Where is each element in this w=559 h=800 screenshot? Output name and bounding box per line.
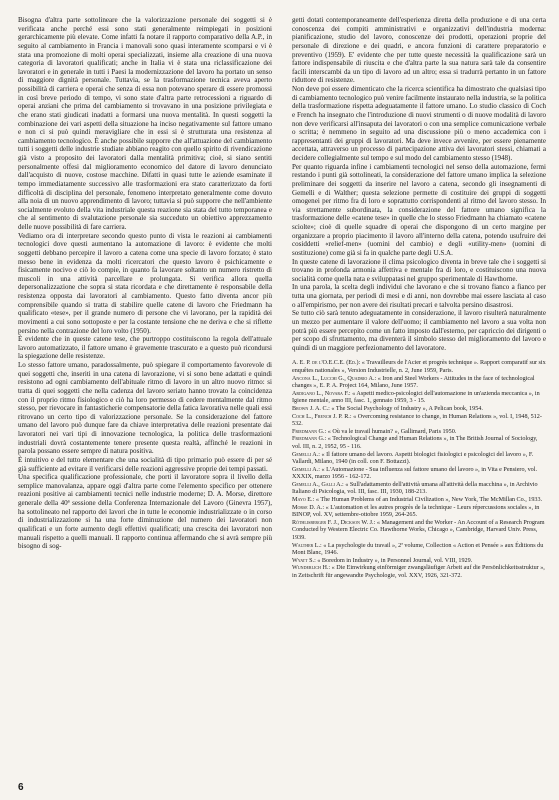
reference-item [292,520,546,543]
right-column [292,16,546,776]
reference-item [292,391,546,406]
reference-text: : « La psychologie du travail », 2ª volume, Collection « Action et Pensée » aux Éditions du Mont Blanc, 1946. [292,542,544,557]
reference-author: Röthlisberger F. J., Dickson W. J. [292,519,374,526]
reference-author: Gemelli A. [292,466,319,473]
reference-text: : « Overcoming resistance to change, in Human Relations », vol. I, 1948, 512-532. [292,413,542,428]
reference-author: Gemelli A. [292,451,319,458]
body-paragraph: Lo stesso fattore umano, paradossalmente, può spiegare il comportamento favorevole di quei soggetti che, inseriti in una catena di lavorazione, vi si sono bene adattati e quindi resistono ad ogni cambiamento dell'abituale ritmo di lavoro in un altro nuovo ritmo: si tratta di quei soggetti che nella cadenza del lavoro seriato hanno trovato la coincidenza con il proprio ritmo fisiologico e ciò ha loro permesso di cedere mentalmente dal ritmo stesso, per rievocare in fantasticherie compensatorie della fatica lavorativa nelle quali essi ritrovano un certo tipo di valorizzazione personale. Se la considerazione del fattore umano del lavoro può dunque fare da chiave interpretativa delle reazioni presentate dai lavoratori nei vari tipi di innovazione tecnologica, la politica delle trasformazioni industriali dovrà costantemente tenere presente questa realtà, affinché le reazioni in parola possano essere sempre di natura positiva. [18,361,272,456]
reference-author: Walther L. [292,542,321,549]
body-paragraph: Vediamo ora di interpretare secondo questo punto di vista le reazioni ai cambiamenti tecnologici dove questi aumentano la automazione di lavoro: è evidente che molti soggetti debbano percepire il lavoro a catena come una specie di lavoro forzato; è stato messo bene in evidenza da molti ricercatori che questo lavoro è psichicamente e fisicamente nocivo e ciò lo compie, in quanto fa lavorare soltanto un numero ristretto di muscoli in una attività parcellare e prolungata. Si verifica allora quella depersonalizzazione che sopra si stata ricordata e che direttamente è responsabile della resistenza opposta dai lavoratori al cambiamento. Questo fatto diventa ancor più comprensibile quando si tratta di stabilire quelle catene di lavoro che Friedmann ha qualificato «tese», per il grande numero di persone che vi lavorano, per la rapidità dei movimenti a cui sono sottoposte e per la costante tensione che ne deriva e che si riflette persino nella contrazione del loro volto (1950). [18,231,272,335]
reference-item [292,406,546,414]
body-paragraph: getti dotati contemporaneamente dell'esperienza diretta della produzione e di una certa conoscenza dei compiti amministrativi e organizzativi dell'industria moderna: pianificazione, studio del lavoro, conoscenze dei prodotti, operazioni proprie del personale di direzione e dei quadri, e ancora funzioni di carattere preparatorio e preventivo (1959). E' evidente che per tutte queste necessità la qualificazione sarà un fattore indispensabile di riuscita e che d'altra parte la sua natura sarà tale da consentire facili interscambi da un tipo di lavoro ad un altro; essa si tradurrà pertanto in un fattore riduttore di resistenze. [292,16,546,85]
reference-item [292,543,546,558]
body-paragraph: È evidente che in queste catene tese, che purtroppo costituiscono la regola dell'attuale lavoro automatizzato, il fattore umano è gravemente trascurato e a questo può ricondursi la spiegazione delle resistenze. [18,335,272,361]
reference-text: : « L'Automazione - Sua influenza sul fattore umano del lavoro », in Vita e Pensiero, vol. XXXIX, marzo 1956 - 162-172. [292,466,537,481]
reference-author: Wyatt S. [292,557,315,564]
reference-author: Wunderlich H. [292,565,329,572]
reference-item [292,482,546,497]
reference-text: : « The Social Psychology of Industry », A Pelican book, 1954. [328,405,483,412]
reference-author: Ancona L., Lucchi G., Quadrio A. [292,375,375,382]
reference-item [292,505,546,520]
reference-author: Ardigano L., Novara F. [292,390,349,397]
reference-text: : « Iron and Steel Workers - Attitudes in the face of technological changes », E. P. A. Project 164, Milano, June 1957. [292,375,535,390]
body-paragraph: Per quanto riguarda infine i cambiamenti tecnologici nel senso della automazione, fermi restando i punti già sottolineati, la considerazione del fattore umano implica la selezione preliminare dei soggetti da inserire nel lavoro a catena, secondo gli insegnamenti di Gemelli e di Walther; questa selezione permette di costituire dei gruppi di soggetti omogenei per ritmo fra di loro e soprattutto corrispondenti al ritmo del lavoro stesso. In via strettamente subordinata, la considerazione del fattore umano significa la trasformazione delle «catene tese» in quelle che lo stesso Friedmann ha chiamato «catene sciolte»; cioè di quelle squadre di operai che dispongono di un certo margine per organizzare a proprio piacimento il lavoro all'interno della catena, potendo usufruire dei cosiddetti «relief-men» (uomini del cambio) e degli «utility-men» (uomini di sostituzione) come già si fa in qualche parte degli U.S.A. [292,162,546,257]
reference-text: : « Aspetti medico-psicologici dell'automazione in un'azienda meccanica », in Igiene mentale, anno III, fasc. 1, gennaio 1959, 3 - 15. [292,390,540,405]
reference-author: Brown J. A. C. [292,405,329,412]
body-paragraph: Bisogna d'altra parte sottolineare che la valorizzazione personale dei soggetti si è verificata anche perché essi sono stati generalmente reimpiegati in posizioni gerarchicamente più elevate. Come infatti fa notare il rapporto comparativo della A.P., in seguito al cambiamento in Francia i manovali sono quasi interamente scomparsi e vi è stata una promozione di molti operai specializzati, insieme alla creazione di una nuova categoria di lavoratori qualificati; anche in Italia vi è stata una riclassificazione dei lavoratori e in generale in tutti i Paesi la modernizzazione del lavoro ha portato un senso di maggiore dignità personale. Tuttavia, se la trasformazione tecnica aveva aperto possibilità di carriera e operai che senza di essa non potevano sperare di essere promossi in così breve periodo di tempo, vi sono state d'altra parte retrocessioni a riguardo di operai anziani che prima del cambiamento si trovavano in una posizione privilegiata e che erano stati giudicati inadatti a formarsi una nuova mentalità. In questi soggetti la combinazione dei vari aspetti della situazione ha inciso negativamente sul fattore umano e non ci si può quindi meravigliare che in essi si è strutturata una resistenza al cambiamento tecnologico. È anche possibile supporre che all'attuazione del cambiamento tutti i soggetti delle industrie studiate abbiano reagito con quello spirito di rivendicazione già visto a proposito dei lavoratori dalla mentalità primitiva; cioè, si siano sentiti personalmente offesi dal miglioramento economico del datore di lavoro denunciato dall'acquisto di nuove, costose macchine. Difatti in quasi tutte le aziende esaminate il tempo immediatamente successivo alle trasformazioni era stato caratterizzato da forti difficoltà di disciplina del personale, fenomeno interpretato generalmente come dovuto alla noia di un nuovo apprendimento di lavoro; tuttavia si può supporre che nell'ambiente socialmente evoluto della vita industriale questa reazione sia stata del tutto temporanea e che al sentimento di svalutazione personale sia succeduto un obiettivo apprezzamento delle nuove possibilità di fare carriera. [18,16,272,231]
body-paragraph: Se tutto ciò sarà tenuto adeguatamente in considerazione, il lavoro risulterà naturalmente un mezzo per aumentare il valore dell'uomo; il cambiamento nel lavoro a sua volta non potrà più essere percepito come un fatto imposto dall'esterno, per capriccio dei dirigenti o per scopo di sfruttamento, ma diventerà il simbolo stesso del miglioramento del lavoro e quindi di un maggiore perfezionamento del lavoratore. [292,309,546,352]
reference-author: Mayo E. [292,497,313,504]
reference-text: : « L'automation et les autres progrès de la technique - Leurs répercussions sociales », in BINOP, vol. XV, settembre-ottobre 1959, 264-265. [292,504,540,519]
reference-author: Morse D. A. [292,504,323,511]
reference-item [292,376,546,391]
reference-item [292,414,546,429]
reference-item [292,497,546,505]
reference-item [292,360,546,375]
reference-text: : « Où va le travail humain? », Gallimard, Paris 1950. [324,428,457,435]
reference-text: : « Management and the Worker - An Account of a Research Program Conducted by Western Electric Co. Hawthorne Works, Chicago », Cambridge, Harvard Univ. Press, 1939. [292,519,545,542]
reference-item [292,467,546,482]
reference-author: Gemelli A., Galli A. [292,481,343,488]
reference-text: : « Il fattore umano del lavoro. Aspetti biologici fisiologici e psicologici del lavoro », F. Vallardi, Milano, 1940 (in coll. con F. Bottazzi). [292,451,534,466]
reference-text: : « Travailleurs de l'Acier et progrès technique ». Rapport comparatif sur six enquêtes nationales », Version Industrielle, n. 2, June 1959, Paris. [292,360,546,374]
page-number: 6 [18,782,24,793]
body-paragraph: Non deve poi essere dimenticato che la ricerca scientifica ha dimostrato che qualsiasi tipo di cambiamento tecnologico può venire facilmente instaurato nella industria, se la politica della trasformazione rispetta adeguatamente il fattore umano. Lo studio classico di Coch e French ha insegnato che l'introduzione di nuovi strumenti o di nuove modalità di lavoro non deve verificarsi all'insaputa dei lavoratori o con una semplice comunicazione verbale o scritta; è nemmeno in seguito ad una discussione più o meno accademica con i rappresentanti dei gruppi di lavoratori. Ma deve invece avvenire, per essere pienamente accettata, attraverso un processo di partecipazione attiva dei lavoratori stessi, chiamati a decidere collegialmente sul tempo e sul modo del cambiamento stesso (1948). [292,85,546,162]
reference-author: Friedmann G. [292,428,325,435]
reference-text: : « Boredom in Industry », in Personnel Journal, vol. VIII, 1929. [314,557,473,564]
reference-author: Coch L., French J. P. R. [292,413,350,420]
reference-text: : « Die Einwirkung einförmiger zwangsläufiger Arbeit auf die Persönlichkeitsstruktur », in Zeitschrift für angewandte Psychologie, vol. XXV, 1926, 321-372. [292,565,545,579]
reference-item [292,452,546,467]
reference-author: Friedmann G. [292,436,325,443]
reference-item [292,565,546,580]
body-paragraph: In una parola, la scelta degli individui che lavorano e che si trovano fianco a fianco per tutta una giornata, per periodi di mesi e di anni, non dovrebbe mai essere lasciata al caso o all'empirismo, per non avere dei risultati precari e talvolta persino disastrosi. [292,283,546,309]
references-list [292,360,546,580]
reference-text: : « Technological Change and Human Relations », in The British Journal of Sociology, vol. III, n. 2, 1952, 95 - 116. [292,436,538,450]
reference-text: : « The Human Problems of an Industrial Civilization », New York, The McMillan Co., 1933. [312,497,543,504]
left-column [18,16,272,776]
reference-item [292,436,546,451]
reference-text: : « Sull'adattamento dell'attività umana all'attività della macchina », in Archivio Italiano di Psicologia, vol. III, fasc. III, 1930, 188-213. [292,481,538,496]
body-paragraph: È intuitivo e del tutto elementare che una socialità di tipo primario può essere di per sé già sufficiente ad evitare il verificarsi delle reazioni aggressive proprie dei tempi passati. [18,455,272,473]
body-paragraph: In queste catene di lavorazione il clima psicologico diventa in breve tale che i soggetti si trovano in profonda armonia affettiva e mentale fra di loro, e costituiscono una nuova socialità come quella nata e sviluppatasi nel gruppo sperimentale di Hawthorne. [292,257,546,283]
reference-author: A. E. P. de l'O.E.C.E. (Ed.) [292,360,359,367]
body-paragraph: Una specifica qualificazione professionale, che porti il lavoratore sopra il livello della semplice manovalanza, appare oggi d'altra parte come l'elemento specifico per ottenere reazioni positive ai cambiamenti tecnici nelle industrie moderne; D. A. Morse, direttore generale della 40ª sessione della Conferenza Internazionale del Lavoro (Ginevra 1957), ha sottolineato nel rapporto dei lavori che in tutte le economie industrializzate o in corso di industrializzazione si ha una forte diminuzione del numero dei lavoratori non qualificati e un forte aumento degli effettivi qualificati; una crescita dei lavoratori non manuali rispetto a quelli manuali. Il rapporto continua affermando che si avrà sempre più bisogno di sog- [18,473,272,551]
